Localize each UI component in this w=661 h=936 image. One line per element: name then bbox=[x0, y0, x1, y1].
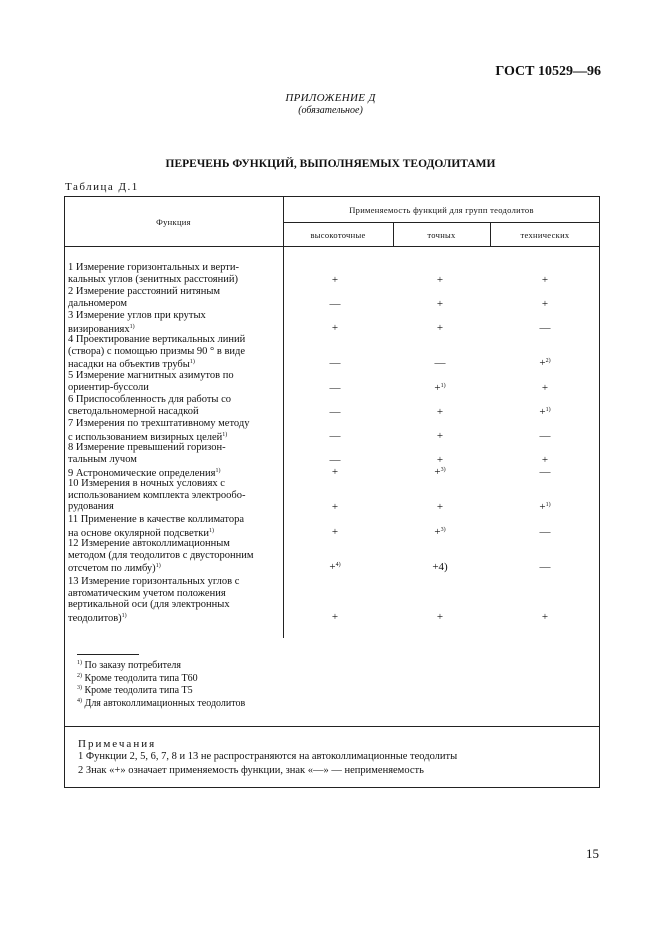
table-caption: Таблица Д.1 bbox=[65, 181, 139, 193]
function-cell: 13 Измерение горизонтальных углов с автоматическим учетом положения вертикальной оси (для электронных теодолитов)$^{1)}$ bbox=[68, 576, 240, 624]
cell-precise: + bbox=[436, 297, 444, 310]
cell-technical: +$^{1)}$ bbox=[539, 501, 551, 513]
cell-technical: + bbox=[541, 297, 549, 310]
cell-technical: + bbox=[541, 273, 549, 286]
cell-technical: — bbox=[539, 561, 551, 573]
cell-precise: +$^{3)}$ bbox=[434, 525, 446, 538]
cell-high-precision: + bbox=[331, 501, 339, 513]
cell-precise: + bbox=[436, 405, 444, 418]
function-cell: 7 Измерения по трехштативному методу с использованием визирных целей$^{1)}$ bbox=[68, 418, 250, 443]
notes-separator bbox=[64, 726, 600, 727]
cell-high-precision: + bbox=[331, 525, 339, 538]
column-header-high-precision: высокоточные bbox=[310, 230, 366, 240]
function-cell: 12 Измерение автоколлимационным методом (для теодолитов с двусторонним отсчетом по лимбу)$^{1)}$ bbox=[68, 538, 254, 574]
cell-high-precision: — bbox=[329, 429, 341, 442]
appendix-status: (обязательное) bbox=[298, 105, 363, 116]
cell-technical: + bbox=[541, 381, 549, 394]
cell-high-precision: — bbox=[329, 405, 341, 418]
cell-high-precision: + bbox=[331, 466, 339, 478]
column-header-technical: технических bbox=[520, 230, 570, 240]
cell-high-precision: + bbox=[331, 610, 339, 623]
cell-high-precision: +$^{4)}$ bbox=[329, 561, 341, 573]
function-cell: 4 Проектирование вертикальных линий (створа) с помощью призмы 90 ° в виде насадки на объектив трубы$^{1)}$ bbox=[68, 334, 246, 370]
column-header-function: Функция bbox=[156, 217, 191, 227]
header-bottom-rule bbox=[64, 246, 600, 247]
cell-technical: — bbox=[539, 429, 551, 442]
cell-high-precision: — bbox=[329, 297, 341, 310]
function-cell: 6 Приспособленность для работы со светодальномерной насадкой bbox=[68, 394, 232, 417]
group-header-rule bbox=[283, 222, 600, 223]
note-item: 1 Функции 2, 5, 6, 7, 8 и 13 не распространяются на автоколлимационные теодолиты bbox=[78, 751, 458, 762]
cell-high-precision: — bbox=[329, 381, 341, 394]
cell-precise: + bbox=[436, 501, 444, 513]
function-cell: 1 Измерение горизонтальных и верти- кальных углов (зенитных расстояний) bbox=[68, 262, 239, 285]
cell-high-precision: + bbox=[331, 321, 339, 334]
cell-precise: + bbox=[436, 273, 444, 286]
document-title: ПЕРЕЧЕНЬ ФУНКЦИЙ, ВЫПОЛНЯЕМЫХ ТЕОДОЛИТАМИ bbox=[165, 158, 496, 170]
cell-high-precision: — bbox=[329, 453, 341, 466]
function-cell: 8 Измерение превышений горизон- тальным лучом bbox=[68, 442, 226, 465]
notes-title: Примечания bbox=[78, 738, 157, 750]
function-cell: 5 Измерение магнитных азимутов по ориентир-буссоли bbox=[68, 370, 234, 393]
cell-high-precision: — bbox=[329, 357, 341, 369]
cell-precise: + bbox=[436, 453, 444, 466]
cell-precise: + bbox=[436, 321, 444, 334]
page-number: 15 bbox=[586, 846, 599, 861]
cell-technical: — bbox=[539, 525, 551, 538]
function-cell: 9 Астрономические определения$^{1)}$ bbox=[68, 468, 221, 479]
footnote-item: $^{2)}$ Кроме теодолита типа Т60 bbox=[77, 672, 198, 684]
function-cell: 3 Измерение углов при крутых визированиях$^{1)}$ bbox=[68, 310, 206, 335]
cell-technical: +$^{2)}$ bbox=[539, 357, 551, 369]
footnote-item: $^{1)}$ По заказу потребителя bbox=[77, 660, 181, 671]
appendix-heading: ПРИЛОЖЕНИЕ Д bbox=[285, 92, 376, 104]
cell-precise: + bbox=[436, 429, 444, 442]
cell-technical: — bbox=[539, 321, 551, 334]
function-cell: 2 Измерение расстояний нитяным дальномером bbox=[68, 286, 221, 309]
standard-number: ГОСТ 10529—96 bbox=[495, 64, 601, 79]
function-cell: 10 Измерения в ночных условиях с использованием комплекта электрообо- рудования bbox=[68, 478, 246, 512]
cell-technical: +$^{1)}$ bbox=[539, 405, 551, 418]
column-header-precise: точных bbox=[427, 230, 456, 240]
cell-technical: + bbox=[541, 610, 549, 623]
cell-precise: + bbox=[436, 610, 444, 623]
footnote-rule bbox=[77, 654, 139, 655]
cell-high-precision: + bbox=[331, 273, 339, 286]
note-item: 2 Знак «+» означает применяемость функции, знак «—» — неприменяемость bbox=[78, 765, 424, 776]
footnote-item: $^{3)}$ Кроме теодолита типа Т5 bbox=[77, 685, 193, 696]
column-header-group: Применяемость функций для групп теодолитов bbox=[349, 205, 534, 215]
cell-technical: — bbox=[539, 466, 551, 478]
cell-precise: +$^{1)}$ bbox=[434, 381, 446, 394]
cell-precise: +4) bbox=[432, 561, 448, 573]
cell-precise: — bbox=[434, 357, 446, 369]
footnote-item: $^{4)}$ Для автоколлимационных теодолитов bbox=[77, 697, 246, 709]
cell-technical: + bbox=[541, 453, 549, 466]
function-cell: 11 Применение в качестве коллиматора на основе окулярной подсветки$^{1)}$ bbox=[68, 514, 245, 539]
cell-precise: +$^{3)}$ bbox=[434, 466, 446, 478]
column-divider bbox=[283, 196, 284, 638]
